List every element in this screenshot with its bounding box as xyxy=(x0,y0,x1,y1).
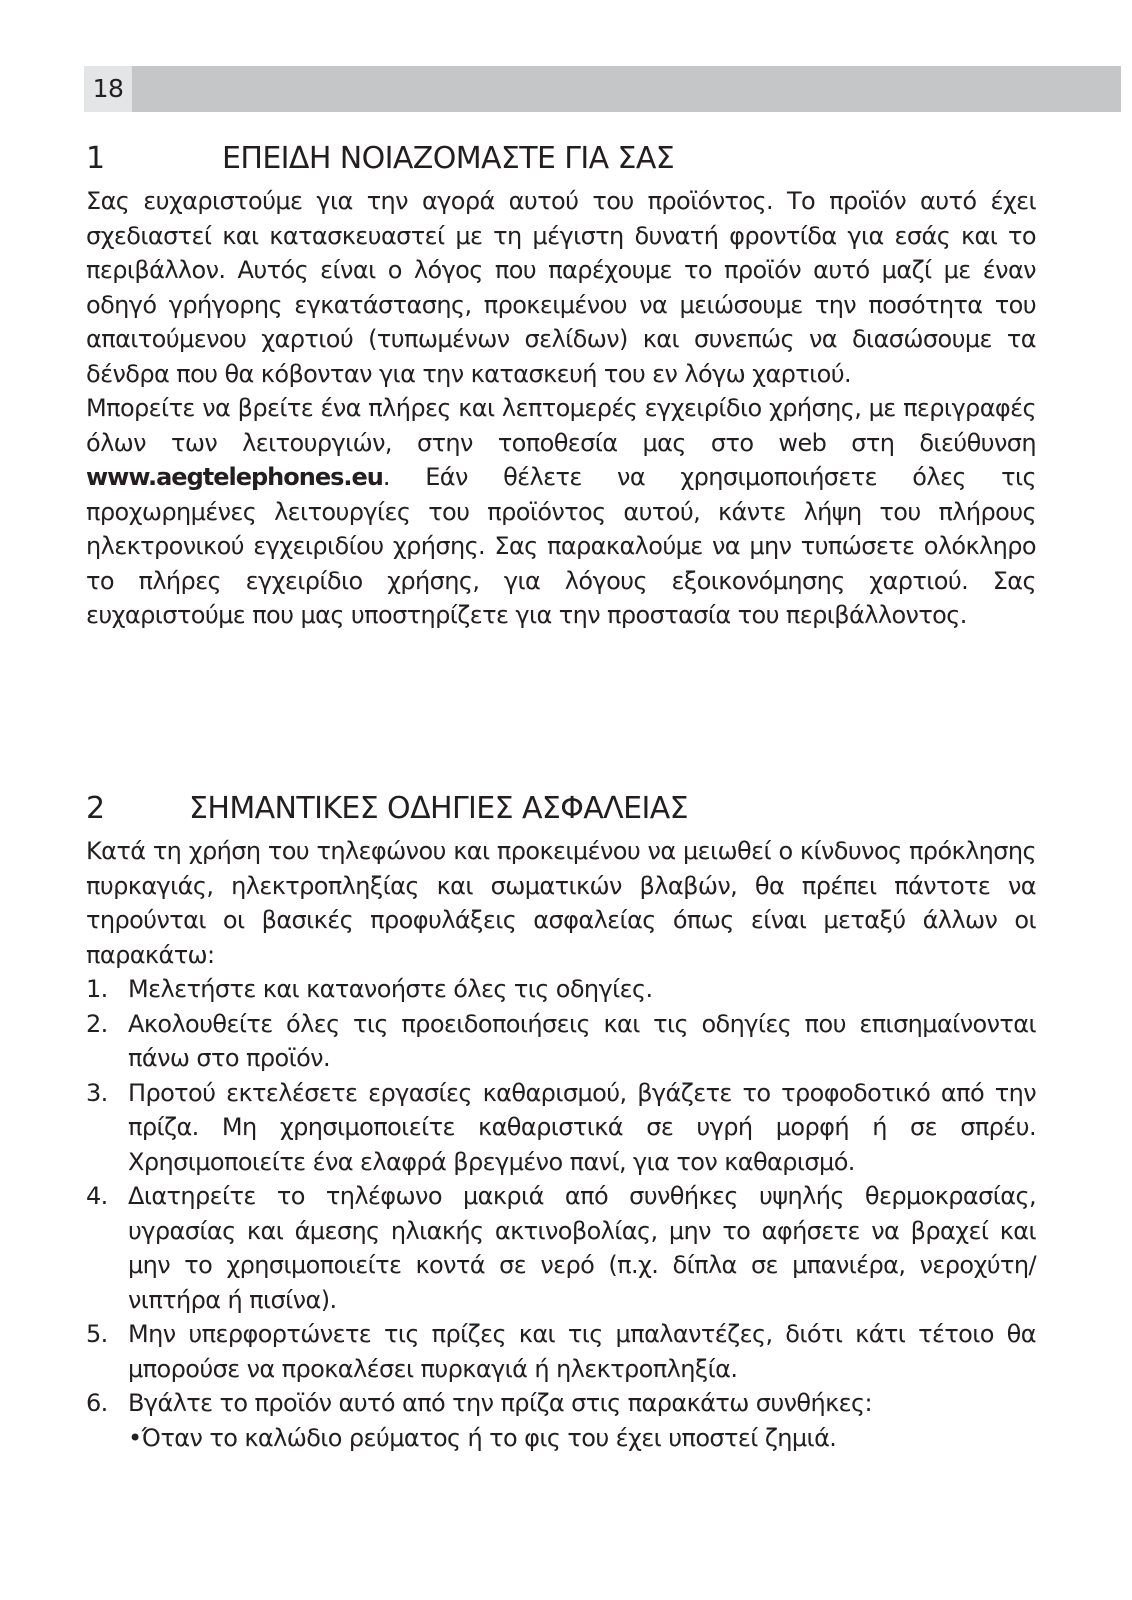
sub-bullet-item: •Όταν το καλώδιο ρεύματος ή το φις του έχει υποστεί ζημιά. xyxy=(128,1423,837,1452)
manual-text-start: Μπορείτε να βρείτε ένα πλήρες και λεπτομερές εγχειρίδιο χρήσης, με περιγραφές όλων των λειτουργιών, στην τοποθεσία μας στο web στη διεύθυνση xyxy=(86,394,1036,457)
page-number: 18 xyxy=(84,66,132,112)
list-item xyxy=(86,1076,1036,1180)
manual-paragraph xyxy=(86,391,1036,633)
list-item-text: Μελετήστε και κατανοήστε όλες τις οδηγίες. xyxy=(128,975,653,1003)
list-item-number: 6. xyxy=(86,1389,108,1417)
manual-text-end: . Εάν θέλετε να χρησιμοποιήσετε όλες τις προχωρημένες λειτουργίες του προϊόντος αυτού, κάντε λήψη του πλήρους ηλεκτρονικού εγχειριδίου χρήσης. Σας παρακαλούμε να μην τυπώσετε ολόκληρο το πλήρες εγχειρίδιο χρήσης, για λόγους εξοικονόμησης χαρτιού. Σας ευχαριστούμε που μας υποστηρίζετε για την προστασία του περιβάλλοντος. xyxy=(86,463,1036,629)
section-heading xyxy=(86,786,1036,832)
list-item xyxy=(86,1007,1036,1076)
section-title: ΣΗΜΑΝΤΙΚΕΣ ΟΔΗΓΙΕΣ ΑΣΦΑΛΕΙΑΣ xyxy=(189,791,688,826)
list-item-text: Βγάλτε το προϊόν αυτό από την πρίζα στις παρακάτω συνθήκες: xyxy=(128,1389,873,1417)
list-item xyxy=(86,1386,1036,1455)
section-title: ΕΠΕΙΔΗ ΝΟΙΑΖΟΜΑΣΤΕ ΓΙΑ ΣΑΣ xyxy=(222,141,675,176)
list-item xyxy=(86,972,1036,1007)
section-number: 1 xyxy=(86,141,105,176)
list-item-text: Προτού εκτελέσετε εργασίες καθαρισμού, βγάζετε το τροφοδοτικό από την πρίζα. Μη χρησιμοποιείτε καθαριστικά σε υγρή μορφή ή σε σπρέυ. Χρησιμοποιείτε ένα ελαφρά βρεγμένο πανί, για τον καθαρισμό. xyxy=(128,1078,1036,1176)
website-link[interactable]: www.aegtelephones.eu xyxy=(86,463,383,491)
list-item xyxy=(86,1317,1036,1386)
safety-intro-paragraph: Κατά τη χρήση του τηλεφώνου και προκειμένου να μειωθεί ο κίνδυνος πρόκλησης πυρκαγιάς, ηλεκτροπληξίας και σωματικών βλαβών, θα πρέπει πάντοτε να τηρούνται οι βασικές προφυλάξεις ασφαλείας όπως είναι μεταξύ άλλων οι παρακάτω: xyxy=(86,837,1036,969)
safety-instructions-list xyxy=(86,972,1036,1455)
section-number: 2 xyxy=(86,791,105,826)
page-header-bar xyxy=(84,66,1121,112)
list-item-number: 1. xyxy=(86,975,108,1003)
list-item-number: 4. xyxy=(86,1182,108,1210)
list-item-text: Διατηρείτε το τηλέφωνο μακριά από συνθήκες υψηλής θερμοκρασίας, υγρασίας και άμεσης ηλιακής ακτινοβολίας, μην το αφήσετε να βραχεί και μην το χρησιμοποιείτε κοντά σε νερό (π.χ. δίπλα σε μπανιέρα, νεροχύτη/νιπτήρα ή πισίνα). xyxy=(128,1182,1036,1314)
list-item-text: Ακολουθείτε όλες τις προειδοποιήσεις και τις οδηγίες που επισημαίνονται πάνω στο προϊόν. xyxy=(128,1009,1036,1072)
list-item-number: 2. xyxy=(86,1009,108,1038)
intro-paragraph: Σας ευχαριστούμε για την αγορά αυτού του προϊόντος. Το προϊόν αυτό έχει σχεδιαστεί και κατασκευαστεί με τη μέγιστη δυνατή φροντίδα για εσάς και το περιβάλλον. Αυτός είναι ο λόγος που παρέχουμε το προϊόν αυτό μαζί με έναν οδηγό γρήγορης εγκατάστασης, προκειμένου να μειώσουμε την ποσότητα του απαιτούμενου χαρτιού (τυπωμένων σελίδων) και συνεπώς να διασώσουμε τα δένδρα που θα κόβονταν για την κατασκευή του εν λόγω χαρτιού. xyxy=(86,187,1036,388)
list-item xyxy=(86,1179,1036,1317)
list-item-number: 3. xyxy=(86,1078,108,1107)
section-safety xyxy=(86,786,1036,1455)
section-heading xyxy=(86,136,1036,182)
list-item-number: 5. xyxy=(86,1320,108,1348)
list-item-text: Μην υπερφορτώνετε τις πρίζες και τις μπαλαντέζες, διότι κάτι τέτοιο θα μπορούσε να προκαλέσει πυρκαγιά ή ηλεκτροπληξία. xyxy=(128,1320,1036,1383)
section-care xyxy=(86,136,1036,633)
